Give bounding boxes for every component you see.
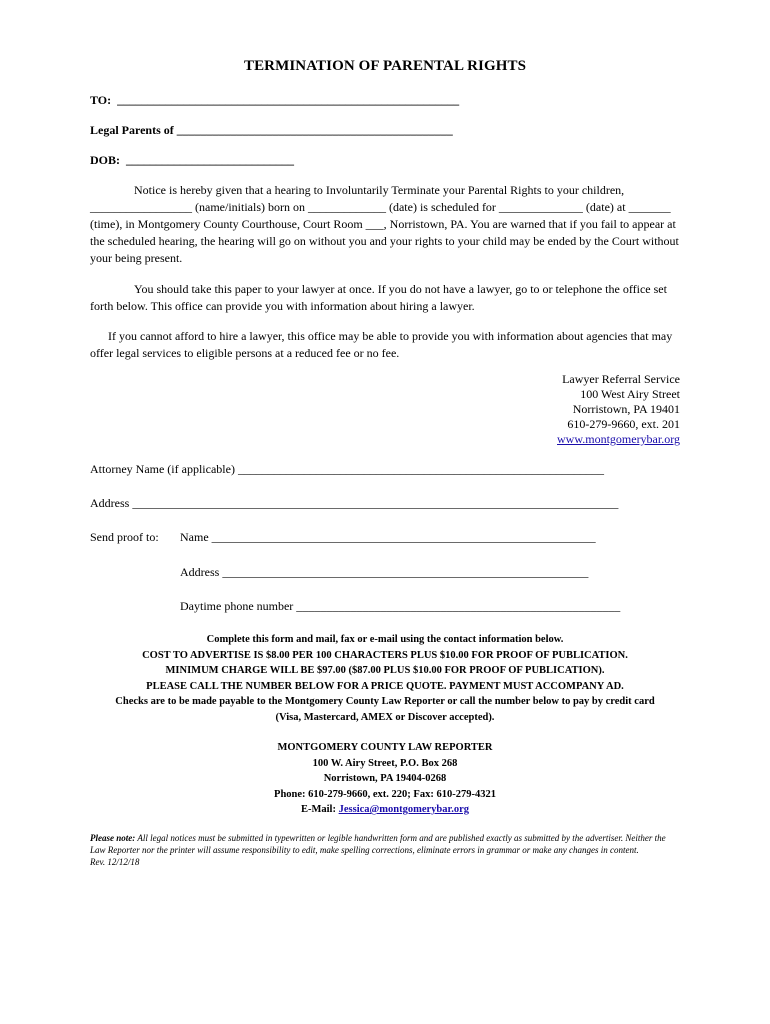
referral-street: 100 West Airy Street: [580, 387, 680, 401]
reporter-email-line: [60, 802, 710, 818]
instructions-line: (Visa, Mastercard, AMEX or Discover accepted).: [275, 711, 495, 723]
revision-date: Rev. 12/12/18: [90, 857, 140, 867]
instructions-line: COST TO ADVERTISE IS $8.00 PER 100 CHARACTERS PLUS $10.00 FOR PROOF OF PUBLICATION.: [142, 649, 628, 661]
proof-name-field[interactable]: Name ________________________________________________________________: [180, 530, 596, 544]
instructions-line: Complete this form and mail, fax or e-mail using the contact information below.: [206, 634, 564, 645]
daytime-phone-field[interactable]: Daytime phone number ______________________________________________________: [180, 599, 621, 613]
law-reporter-block: [60, 740, 710, 818]
please-note: [90, 832, 682, 868]
instructions-line: Checks are to be made payable to the Montgomery County Law Reporter or call the number below to pay by credit card: [115, 696, 655, 707]
afford-paragraph: If you cannot afford to hire a lawyer, this office may be able to provide you with information about agencies that may offer legal services to eligible persons at a reduced fee or no fee.: [90, 329, 673, 360]
dob-field[interactable]: DOB: ____________________________: [90, 153, 294, 167]
address-field[interactable]: Address _________________________________________________________________________________: [90, 496, 619, 510]
instructions-line: PLEASE CALL THE NUMBER BELOW FOR A PRICE QUOTE. PAYMENT MUST ACCOMPANY AD.: [146, 680, 624, 692]
legal-parents-field[interactable]: Legal Parents of ______________________________________________: [90, 123, 453, 137]
note-label: Please note:: [90, 833, 136, 843]
send-proof-label: Send proof to:: [90, 530, 159, 544]
instructions-block: [60, 632, 710, 725]
reporter-street: 100 W. Airy Street, P.O. Box 268: [312, 757, 458, 769]
reporter-name: MONTGOMERY COUNTY LAW REPORTER: [277, 742, 493, 753]
reporter-city: Norristown, PA 19404-0268: [323, 773, 447, 784]
reporter-email-label: E-Mail:: [300, 804, 339, 815]
note-text: All legal notices must be submitted in typewritten or legible handwritten form and are published exactly as submitted by the advertiser. Neither the Law Reporter nor the printer will assume responsibility to edit, make spelling corrections, eliminate errors in grammar or make any changes in content.: [90, 833, 666, 855]
referral-name: Lawyer Referral Service: [562, 372, 680, 386]
notice-paragraph: Notice is hereby given that a hearing to Involuntarily Terminate your Parental Rights to your children, _________________ (name/initials) born on _____________ (date) is scheduled for ______________ (date) at _______ (time), in Montgomery County Courthouse, Court Room ___, Norristown, PA. You are warned that if you fail to appear at the scheduled hearing, the hearing will go on without you and your rights to your child may be ended by the Court without your being present.: [90, 183, 679, 265]
referral-phone: 610-279-9660, ext. 201: [567, 417, 680, 431]
to-field[interactable]: TO: _________________________________________________________: [90, 93, 460, 107]
reporter-phone: Phone: 610-279-9660, ext. 220; Fax: 610-279-4321: [274, 788, 496, 800]
lawyer-referral-block: [557, 372, 680, 447]
proof-address-field[interactable]: Address _____________________________________________________________: [180, 565, 589, 579]
lawyer-paragraph: You should take this paper to your lawyer at once. If you do not have a lawyer, go to or telephone the office set forth below. This office can provide you with information about hiring a lawyer.: [90, 282, 667, 313]
referral-website-link[interactable]: www.montgomerybar.org: [557, 432, 680, 446]
referral-city: Norristown, PA 19401: [572, 402, 680, 416]
instructions-line: MINIMUM CHARGE WILL BE $97.00 ($87.00 PLUS $10.00 FOR PROOF OF PUBLICATION).: [165, 665, 605, 676]
reporter-email-link[interactable]: Jessica@montgomerybar.org: [338, 804, 470, 815]
document-title: TERMINATION OF PARENTAL RIGHTS: [243, 58, 527, 74]
attorney-name-field[interactable]: Attorney Name (if applicable) _____________________________________________________________: [90, 462, 604, 476]
